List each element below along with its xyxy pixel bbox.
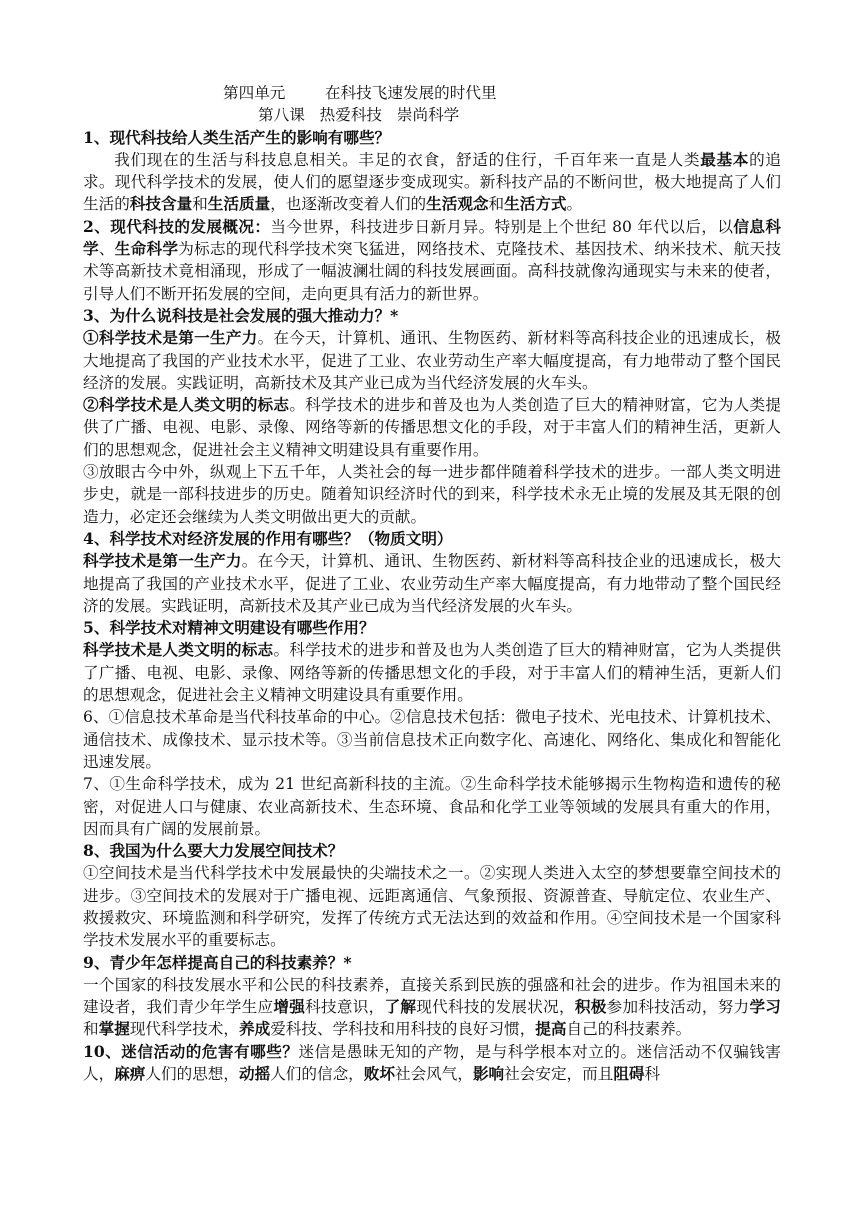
- point-7: 7、①生命科学技术，成为 21 世纪高新科技的主流。②生命科学技术能够揭示生物构造和遗传的秘密，对促进人口与健康、农业高新技术、生态环境、食品和化学工业等领域的发展具有重大的作用，因而具有广阔的发展前景。: [83, 775, 781, 838]
- answer-4: 科学技术是第一生产力。在今天，计算机、通讯、生物医药、新材料等高科技企业的迅速成长，极大地提高了我国的产业技术水平，促进了工业、农业劳动生产率大幅度提高，有力地带动了整个国民经济的发展。实践证明，高新技术及其产业已成为当代经济发展的火车头。: [83, 551, 781, 615]
- answer-5: 科学技术是人类文明的标志。科学技术的进步和普及也为人类创造了巨大的精神财富，它为人类提供了广播、电视、电影、录像、网络等新的传播思想文化的手段，对于丰富人们的精神生活，更新人们的思想观念，促进社会主义精神文明建设具有重要作用。: [83, 640, 781, 705]
- question-4-heading: 4、科学技术对经济发展的作用有哪些？（物质文明）: [83, 528, 453, 548]
- answer-1: 我们现在的生活与科技息息相关。丰足的衣食，舒适的住行，千百年来一直是人类最基本的追求。现代科学技术的发展，使人们的愿望逐步变成现实。新科技产品的不断问世，极大地提高了人们生活的科技含量和生活质量，也逐渐改变着人们的生活观念和生活方式。: [83, 149, 781, 214]
- question-2: 2、现代科技的发展概况：当今世界，科技进步日新月异。特别是上个世纪 80 年代以后，以信息科学、生命科学为标志的现代科学技术突飞猛进，网络技术、克隆技术、基因技术、纳米技术、航天技术等高新技术竟相涌现，形成了一幅波澜壮阔的科技发展画面。高科技就像沟通现实与未来的使者，引导人们不断开拓发展的空间，走向更具有活力的新世界。: [83, 216, 781, 303]
- question-5-heading: 5、科学技术对精神文明建设有哪些作用？: [83, 618, 375, 638]
- answer-3-point-3: ③放眼古今中外，纵观上下五千年，人类社会的每一进步都伴随着科学技术的进步。一部人类文明进步史，就是一部科技进步的历史。随着知识经济时代的到来，科学技术永无止境的发展及其无限的创造力，必定还会继续为人类文明做出更大的贡献。: [83, 463, 781, 526]
- question-3-heading: 3、为什么说科技是社会发展的强大推动力？*: [83, 305, 399, 325]
- question-1-heading: 1、现代科技给人类生活产生的影响有哪些？: [83, 127, 391, 147]
- question-10-heading: 10、迷信活动的危害有哪些？: [83, 1041, 299, 1061]
- lesson-title: 第八课 热爱科技 崇尚科学: [258, 106, 460, 125]
- answer-8: ①空间技术是当代科学技术中发展最快的尖端技术之一。②实现人类进入太空的梦想要靠空间技术的进步。③空间技术的发展对于广播电视、远距离通信、气象预报、资源普查、导航定位、农业生产、救援救灾、环境监测和科学研究，发挥了传统方式无法达到的效益和作用。④空间技术是一个国家科学技术发展水平的重要标志。: [83, 864, 781, 950]
- question-9-heading: 9、青少年怎样提高自己的科技素养？*: [83, 952, 352, 972]
- answer-3-point-1: ①科学技术是第一生产力。在今天，计算机、通讯、生物医药、新材料等高科技企业的迅速成长，极大地提高了我国的产业技术水平，促进了工业、农业劳动生产率大幅度提高，有力地带动了整个国民经济的发展。实践证明，高新技术及其产业已成为当代经济发展的火车头。: [83, 328, 781, 392]
- question-2-heading: 2、现代科技的发展概况：: [83, 216, 271, 236]
- document-page: [83, 82, 781, 1085]
- answer-9: 一个国家的科技发展水平和公民的科技素养，直接关系到民族的强盛和社会的进步。作为祖国未来的建设者，我们青少年学生应增强科技意识，了解现代科技的发展状况，积极参加科技活动，努力学习和掌握现代科学技术，养成爱科技、学科技和用科技的良好习惯，提高自己的科技素养。: [83, 975, 781, 1039]
- question-10: 10、迷信活动的危害有哪些？迷信是愚昧无知的产物，是与科学根本对立的。迷信活动不仅骗钱害人，麻痹人们的思想，动摇人们的信念，败坏社会风气，影响社会安定，而且阻碍科: [83, 1041, 781, 1084]
- point-6: 6、①信息技术革命是当代科技革命的中心。②信息技术包括：微电子技术、光电技术、计算机技术、通信技术、成像技术、显示技术等。③当前信息技术正向数字化、高速化、网络化、集成化和智能化迅速发展。: [83, 708, 781, 771]
- unit-title: 第四单元 在科技飞速发展的时代里: [223, 84, 497, 102]
- answer-3-point-2: ②科学技术是人类文明的标志。科学技术的进步和普及也为人类创造了巨大的精神财富，它为人类提供了广播、电视、电影、录像、网络等新的传播思想文化的手段，对于丰富人们的精神生活，更新人们的思想观念，促进社会主义精神文明建设具有重要作用。: [83, 395, 781, 459]
- question-8-heading: 8、我国为什么要大力发展空间技术？: [83, 841, 344, 861]
